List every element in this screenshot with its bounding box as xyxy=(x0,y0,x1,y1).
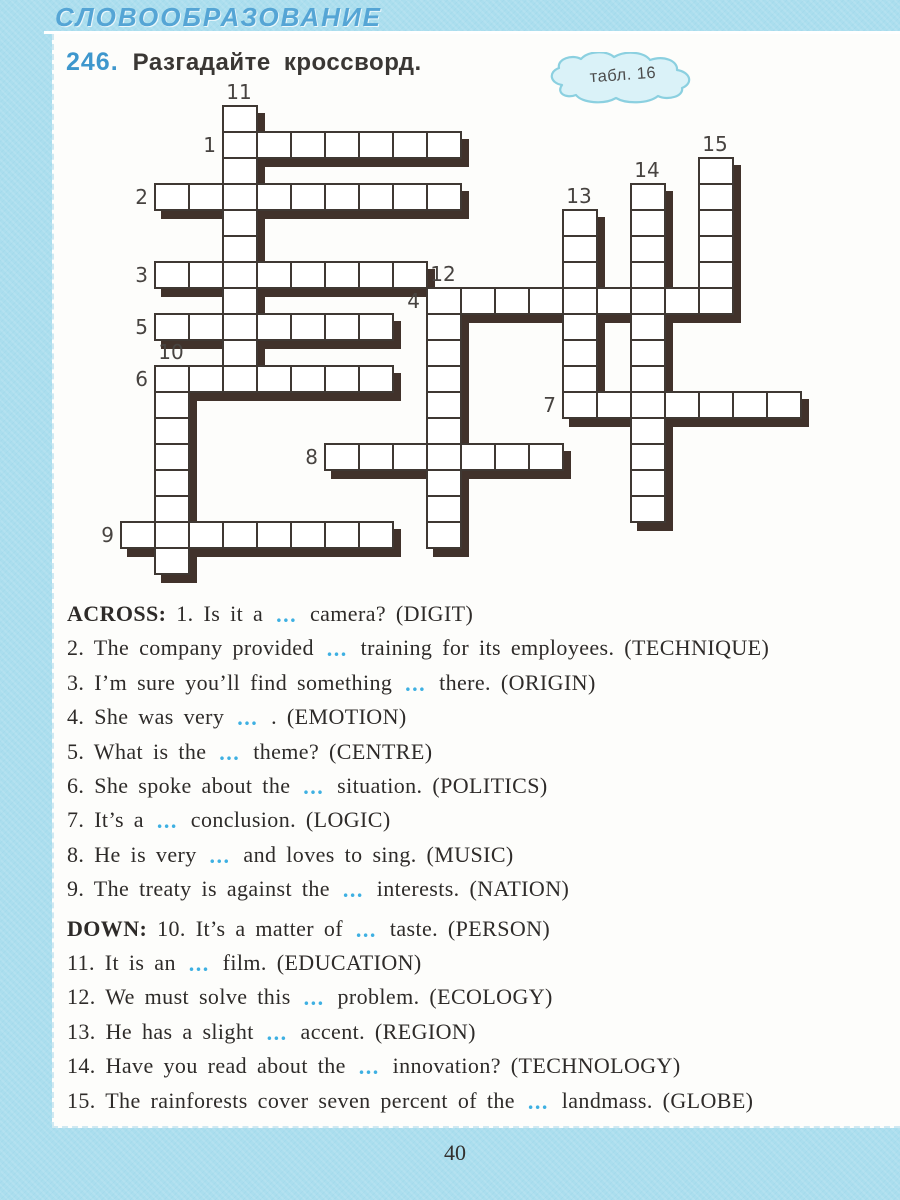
crossword-cell xyxy=(562,365,598,393)
answer-gap-dots: ... xyxy=(355,916,377,942)
crossword-cell xyxy=(324,443,360,471)
crossword-cell xyxy=(562,339,598,367)
crossword-cell xyxy=(426,183,462,211)
crossword-cell xyxy=(222,365,258,393)
answer-gap-dots: ... xyxy=(358,1054,380,1080)
crossword-cell xyxy=(426,443,462,471)
crossword-cell xyxy=(426,339,462,367)
crossword-cell xyxy=(528,287,564,315)
crossword-cell xyxy=(562,209,598,237)
crossword-cell xyxy=(392,183,428,211)
crossword-cell xyxy=(426,391,462,419)
crossword-cell xyxy=(358,183,394,211)
clue-line: 7. It’s a ... conclusion. (LOGIC) xyxy=(67,807,391,834)
crossword-cell xyxy=(426,521,462,549)
crossword-cell xyxy=(290,131,326,159)
clue-line: 8. He is very ... and loves to sing. (MUSIC) xyxy=(67,841,514,868)
crossword-cell xyxy=(256,313,292,341)
grid-number: 4 xyxy=(407,289,420,313)
crossword-cell xyxy=(154,495,190,523)
grid-number: 5 xyxy=(135,315,148,339)
crossword-cell xyxy=(698,209,734,237)
crossword-cell xyxy=(630,391,666,419)
crossword-cell xyxy=(630,235,666,263)
clue-line: 4. She was very ... . (EMOTION) xyxy=(67,704,407,731)
answer-gap-dots: ... xyxy=(303,774,325,800)
crossword-cell xyxy=(290,261,326,289)
grid-number: 9 xyxy=(101,523,114,547)
clue-line: 9. The treaty is against the ... interests. (NATION) xyxy=(67,876,570,903)
answer-gap-dots: ... xyxy=(237,705,259,731)
crossword-cell xyxy=(528,443,564,471)
crossword-cell xyxy=(324,131,360,159)
clue-line: 12. We must solve this ... problem. (ECOLOGY) xyxy=(67,984,553,1011)
crossword-cell xyxy=(324,365,360,393)
clue-line: 3. I’m sure you’ll find something ... there. (ORIGIN) xyxy=(67,669,596,696)
crossword-cell xyxy=(188,521,224,549)
crossword-cell xyxy=(426,469,462,497)
crossword-cell xyxy=(256,131,292,159)
crossword-cell xyxy=(256,183,292,211)
grid-number: 1 xyxy=(203,133,216,157)
answer-gap-dots: ... xyxy=(342,877,364,903)
crossword-cell xyxy=(562,287,598,315)
crossword-cell xyxy=(494,443,530,471)
section-title: СЛОВООБРАЗОВАНИЕ xyxy=(55,2,383,32)
grid-number: 15 xyxy=(702,132,728,156)
crossword-cell xyxy=(630,339,666,367)
crossword-cell xyxy=(562,391,598,419)
crossword-cell xyxy=(154,547,190,575)
clue-line: 11. It is an ... film. (EDUCATION) xyxy=(67,950,422,977)
crossword-cell xyxy=(698,157,734,185)
crossword-cell xyxy=(460,287,496,315)
crossword-cell xyxy=(630,469,666,497)
crossword-cell xyxy=(188,183,224,211)
crossword-cell xyxy=(460,443,496,471)
crossword-cell xyxy=(154,183,190,211)
crossword-cell xyxy=(358,131,394,159)
crossword-cell xyxy=(222,235,258,263)
crossword-cell xyxy=(154,443,190,471)
clue-line: 2. The company provided ... training for its employees. (TECHNIQUE) xyxy=(67,635,770,662)
grid-number: 3 xyxy=(135,263,148,287)
crossword-cell xyxy=(426,417,462,445)
crossword-cell xyxy=(324,183,360,211)
crossword-cell xyxy=(596,391,632,419)
crossword-cell xyxy=(256,261,292,289)
crossword-cell xyxy=(324,313,360,341)
crossword-cell xyxy=(188,313,224,341)
crossword-cell xyxy=(426,287,462,315)
crossword-cell xyxy=(222,209,258,237)
clue-group-heading: ACROSS: xyxy=(67,601,177,626)
crossword-cell xyxy=(222,157,258,185)
crossword-cell xyxy=(290,313,326,341)
crossword-cell xyxy=(358,313,394,341)
answer-gap-dots: ... xyxy=(209,842,231,868)
crossword-cell xyxy=(766,391,802,419)
crossword-cell xyxy=(392,443,428,471)
crossword-cell xyxy=(630,313,666,341)
crossword-cell xyxy=(630,261,666,289)
crossword-cell xyxy=(222,183,258,211)
crossword-cell xyxy=(426,495,462,523)
crossword-cell xyxy=(222,287,258,315)
answer-gap-dots: ... xyxy=(527,1088,549,1114)
crossword-cell xyxy=(562,313,598,341)
crossword-cell xyxy=(222,105,258,133)
crossword-cell xyxy=(154,365,190,393)
clue-line: 14. Have you read about the ... innovation? (TECHNOLOGY) xyxy=(67,1053,681,1080)
crossword-cell xyxy=(222,313,258,341)
crossword-cell xyxy=(426,365,462,393)
clue-line: 13. He has a slight ... accent. (REGION) xyxy=(67,1018,476,1045)
crossword-cell xyxy=(630,495,666,523)
clue-group-heading: DOWN: xyxy=(67,915,158,941)
page-number: 40 xyxy=(444,1140,466,1165)
crossword-cell xyxy=(222,521,258,549)
crossword-cell xyxy=(222,131,258,159)
crossword-cell xyxy=(426,313,462,341)
crossword-cell xyxy=(154,261,190,289)
crossword-cell xyxy=(630,209,666,237)
crossword-cell xyxy=(664,391,700,419)
grid-number: 12 xyxy=(430,262,456,286)
crossword-cell xyxy=(630,183,666,211)
clue-list xyxy=(67,597,877,1118)
answer-gap-dots: ... xyxy=(405,670,427,696)
answer-gap-dots: ... xyxy=(303,985,325,1011)
crossword-cell xyxy=(562,235,598,263)
crossword-cell xyxy=(596,287,632,315)
crossword-cell xyxy=(426,131,462,159)
crossword-cell xyxy=(358,521,394,549)
clue-line: 5. What is the ... theme? (CENTRE) xyxy=(67,738,433,765)
crossword-cell xyxy=(154,469,190,497)
crossword-cell xyxy=(630,287,666,315)
crossword-cell xyxy=(188,261,224,289)
crossword-cell xyxy=(154,521,190,549)
crossword-cell xyxy=(120,521,156,549)
crossword-cell xyxy=(392,131,428,159)
crossword-cell xyxy=(222,261,258,289)
exercise-instruction: Разгадайте кроссворд. xyxy=(132,49,422,76)
crossword-cell xyxy=(698,235,734,263)
crossword-cell xyxy=(324,521,360,549)
grid-number: 7 xyxy=(543,393,556,417)
crossword-cell xyxy=(562,261,598,289)
crossword-cell xyxy=(698,183,734,211)
crossword-cell xyxy=(630,443,666,471)
crossword-cell xyxy=(698,261,734,289)
grid-number: 11 xyxy=(226,80,252,104)
grid-number: 14 xyxy=(634,158,660,182)
crossword-cell xyxy=(698,391,734,419)
grid-number: 6 xyxy=(135,367,148,391)
grid-number: 8 xyxy=(305,445,318,469)
table-reference-label: табл. 16 xyxy=(589,63,657,87)
grid-number: 10 xyxy=(158,340,184,364)
crossword-cell xyxy=(664,287,700,315)
answer-gap-dots: ... xyxy=(188,951,210,977)
crossword-cell xyxy=(256,365,292,393)
grid-number: 13 xyxy=(566,184,592,208)
crossword-cell xyxy=(358,443,394,471)
crossword-cell xyxy=(290,183,326,211)
answer-gap-dots: ... xyxy=(326,636,348,662)
crossword-cell xyxy=(358,261,394,289)
clue-line: ACROSS: 1. Is it a ... camera? (DIGIT) xyxy=(67,601,474,627)
crossword-cell xyxy=(290,365,326,393)
crossword-cell xyxy=(358,365,394,393)
crossword-cell xyxy=(698,287,734,315)
crossword-cell xyxy=(188,365,224,393)
answer-gap-dots: ... xyxy=(156,808,178,834)
crossword-cell xyxy=(732,391,768,419)
crossword-cell xyxy=(154,313,190,341)
crossword-cell xyxy=(290,521,326,549)
clue-line: 6. She spoke about the ... situation. (POLITICS) xyxy=(67,773,548,800)
crossword-cell xyxy=(324,261,360,289)
exercise-number: 246. xyxy=(66,48,119,76)
answer-gap-dots: ... xyxy=(219,739,241,765)
crossword-cell xyxy=(154,391,190,419)
grid-number: 2 xyxy=(135,185,148,209)
clue-line: DOWN: 10. It’s a matter of ... taste. (PERSON) xyxy=(67,915,551,942)
crossword-cell xyxy=(222,339,258,367)
crossword-cell xyxy=(630,365,666,393)
crossword-cell xyxy=(154,417,190,445)
answer-gap-dots: ... xyxy=(266,1019,288,1045)
crossword-cell xyxy=(256,521,292,549)
crossword-cell xyxy=(494,287,530,315)
clue-line: 15. The rainforests cover seven percent of the ... landmass. (GLOBE) xyxy=(67,1087,754,1114)
crossword-cell xyxy=(630,417,666,445)
answer-gap-dots: ... xyxy=(276,602,298,627)
